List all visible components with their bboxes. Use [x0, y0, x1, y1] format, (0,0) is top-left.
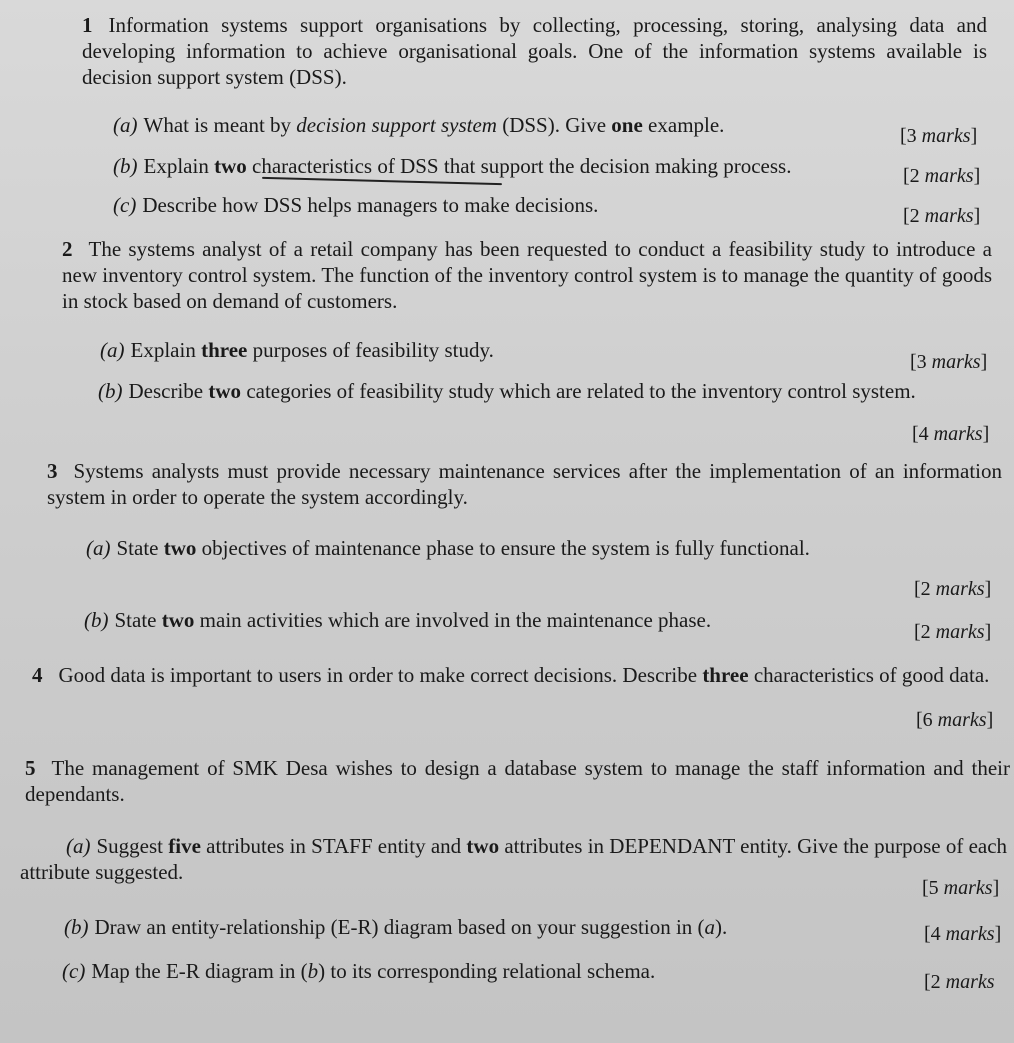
part-text: purposes of feasibility study.	[247, 338, 494, 362]
marks-number: [5	[922, 877, 944, 899]
part-label: (c)	[113, 193, 137, 217]
marks-close: ]	[984, 578, 992, 600]
question-text: The management of SMK Desa wishes to design a database system to manage the staff information and their dependants.	[25, 756, 1010, 806]
marks-5a	[922, 876, 999, 900]
question-bold-text: three	[702, 663, 749, 687]
part-text: attributes in STAFF entity and	[200, 834, 467, 858]
part-bold-text: two	[163, 536, 197, 560]
marks-close: ]	[984, 621, 992, 643]
part-bold-text: two	[214, 154, 247, 178]
part-label: (a)	[66, 834, 91, 858]
marks-close: ]	[973, 205, 981, 227]
marks-1b	[903, 164, 980, 188]
marks-1c	[903, 204, 980, 228]
marks-2b	[912, 422, 989, 446]
part-text: Explain	[130, 338, 202, 362]
question-3b	[84, 607, 874, 633]
marks-word: marks	[945, 971, 995, 993]
marks-word: marks	[935, 621, 985, 643]
marks-close: ]	[992, 877, 1000, 899]
part-text: objectives of maintenance phase to ensure the system is fully functional.	[196, 536, 810, 560]
part-text: characteristics of DSS that support the decision making process.	[246, 154, 792, 178]
part-text: (DSS). Give	[496, 113, 612, 137]
part-text: ).	[715, 915, 728, 939]
part-label: (b)	[98, 379, 123, 403]
marks-close: ]	[970, 125, 978, 147]
marks-word: marks	[945, 923, 995, 945]
question-1b	[113, 153, 903, 179]
marks-word: marks	[935, 578, 985, 600]
question-text: Good data is important to users in order to make correct decisions. Describe	[58, 663, 703, 687]
question-3a	[86, 535, 966, 561]
part-italic-text: b	[307, 959, 319, 983]
part-text: State	[116, 536, 164, 560]
marks-5b	[924, 922, 1001, 946]
question-number: 2	[62, 237, 73, 261]
part-text: attributes in DEPENDANT entity. Give the purpose of each attribute suggested.	[20, 834, 1008, 884]
marks-word: marks	[924, 165, 974, 187]
marks-close: ]	[986, 709, 994, 731]
part-bold-text: three	[201, 338, 248, 362]
part-text: Explain	[143, 154, 215, 178]
marks-2a	[910, 350, 987, 374]
part-text: Map the E-R diagram in (	[91, 959, 308, 983]
question-2a	[100, 337, 860, 363]
part-label: (a)	[100, 338, 125, 362]
part-label: (b)	[64, 915, 89, 939]
marks-number: [6	[916, 709, 938, 731]
part-text: Describe	[128, 379, 209, 403]
part-bold-text: two	[208, 379, 242, 403]
question-number: 5	[25, 756, 36, 780]
question-1-stem	[82, 12, 987, 90]
part-text: Describe how DSS helps managers to make decisions.	[142, 193, 599, 217]
question-5b	[64, 914, 894, 940]
marks-word: marks	[933, 423, 983, 445]
marks-number: [3	[910, 351, 932, 373]
part-label: (a)	[113, 113, 138, 137]
question-text: The systems analyst of a retail company has been requested to conduct a feasibility study to introduce a new inventory control system. The function of the inventory control system is to manage the quantity of goods in stock based on demand of customers.	[62, 237, 992, 313]
marks-number: [2	[903, 165, 925, 187]
part-text: State	[114, 608, 162, 632]
question-2b	[52, 378, 997, 404]
question-5-stem	[25, 755, 1010, 807]
part-text: Draw an entity-relationship (E-R) diagram based on your suggestion in (	[94, 915, 705, 939]
part-text: categories of feasibility study which are related to the inventory control system.	[241, 379, 916, 403]
part-italic-text: a	[704, 915, 716, 939]
question-4-stem	[32, 662, 1007, 688]
marks-number: [3	[900, 125, 922, 147]
question-2-stem	[62, 236, 992, 314]
question-text: Systems analysts must provide necessary maintenance services after the implementation of an information system in order to operate the system accordingly.	[47, 459, 1002, 509]
marks-number: [2	[914, 621, 936, 643]
marks-close: ]	[973, 165, 981, 187]
marks-word: marks	[937, 709, 987, 731]
part-label: (b)	[84, 608, 109, 632]
question-number: 1	[82, 13, 93, 37]
marks-4	[916, 708, 993, 732]
part-label: (c)	[62, 959, 86, 983]
part-text: ) to its corresponding relational schema.	[318, 959, 656, 983]
part-bold-text: two	[466, 834, 500, 858]
marks-word: marks	[943, 877, 993, 899]
part-text: What is meant by	[143, 113, 297, 137]
question-text: Information systems support organisations by collecting, processing, storing, analysing data and developing information to achieve organisational goals. One of the information systems available is decision support system (DSS).	[82, 13, 987, 89]
question-1c	[113, 192, 813, 218]
part-label: (b)	[113, 154, 138, 178]
question-5c	[62, 958, 862, 984]
marks-number: [4	[912, 423, 934, 445]
question-text: characteristics of good data.	[748, 663, 990, 687]
marks-close: ]	[980, 351, 988, 373]
part-bold-text: one	[611, 113, 643, 137]
marks-close: ]	[982, 423, 990, 445]
part-text: Suggest	[96, 834, 169, 858]
question-1a	[113, 112, 873, 138]
question-number: 3	[47, 459, 58, 483]
question-5a	[20, 833, 1010, 885]
marks-number: [2	[924, 971, 946, 993]
question-number: 4	[32, 663, 43, 687]
marks-3b	[914, 620, 991, 644]
marks-1a	[900, 124, 977, 148]
part-bold-text: five	[168, 834, 201, 858]
part-italic-text: decision support system	[296, 113, 497, 137]
question-3-stem	[47, 458, 1002, 510]
part-text: example.	[642, 113, 725, 137]
marks-close: ]	[994, 923, 1002, 945]
marks-number: [2	[914, 578, 936, 600]
marks-word: marks	[931, 351, 981, 373]
marks-3a	[914, 577, 991, 601]
marks-number: [4	[924, 923, 946, 945]
part-label: (a)	[86, 536, 111, 560]
marks-word: marks	[921, 125, 971, 147]
marks-number: [2	[903, 205, 925, 227]
part-bold-text: two	[161, 608, 195, 632]
marks-word: marks	[924, 205, 974, 227]
part-text: main activities which are involved in the maintenance phase.	[194, 608, 712, 632]
marks-5c	[924, 970, 995, 994]
